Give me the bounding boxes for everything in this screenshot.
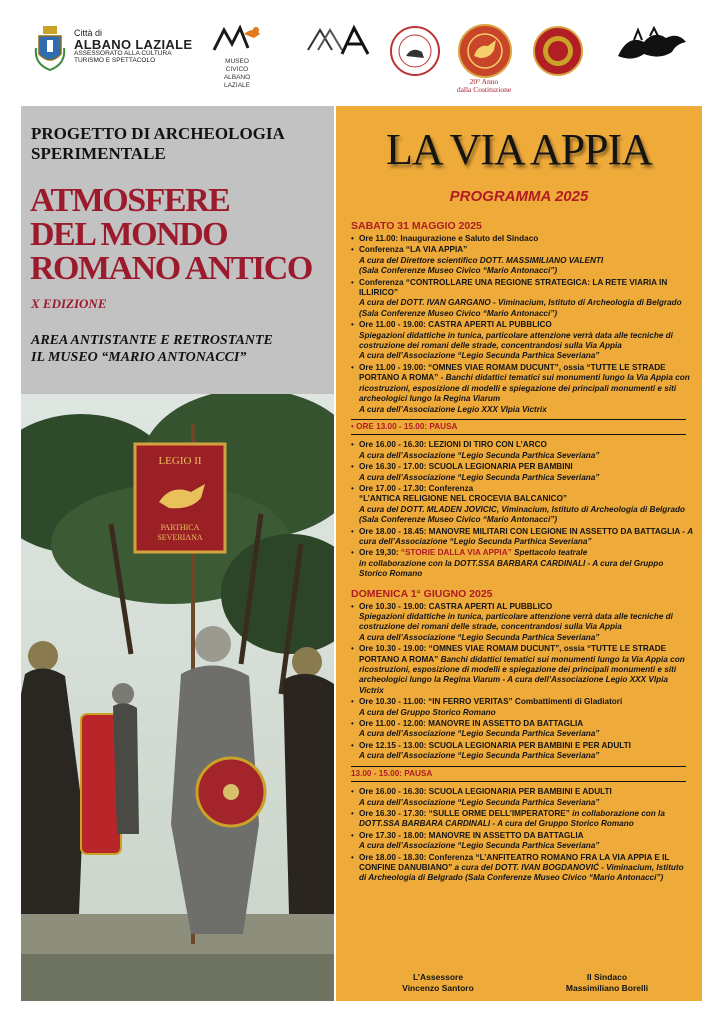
item-credit: in collaborazione con la DOTT.SSA BARBARA CARDINALI - A cura del Gruppo Storico Romano (359, 808, 665, 829)
list-item (351, 719, 693, 740)
main-title-line2: DEL MONDO (30, 216, 228, 253)
list-item (351, 320, 693, 362)
item-credit: A cura del Direttore scientifico DOTT. MASSIMILIANO VALENTI (359, 255, 604, 265)
item-title: Ore 18.00 - 18.45: MANOVRE MILITARI CON LEGIONE IN ASSETTO DA BATTAGLIA - (359, 526, 688, 536)
anniversary-text (448, 78, 520, 94)
legio-parthica-logo-icon (458, 24, 512, 78)
pause-bar (351, 766, 686, 782)
right-panel (336, 106, 702, 1001)
list-item (351, 363, 693, 415)
item-title: “STORIE DALLA VIA APPIA” (400, 548, 512, 558)
item-title: Ore 16.30 - 17.30: “SULLE ORME DELL’IMPERATORE” (359, 808, 573, 818)
museo-civico-icon (210, 24, 264, 56)
item-title: • Ore 16.30 - 17.00: SCUOLA LEGIONARIA PER BAMBINI (359, 462, 573, 472)
edition-label: X EDIZIONE (31, 296, 107, 311)
item-subtitle: “L’ANTICA RELIGIONE NEL CROCEVIA BALCANICO” (359, 494, 568, 504)
item-title: • Conferenza “LA VIA APPIA” (359, 245, 468, 255)
item-description: Banchi didattici tematici sui monumenti lungo la Via Appia con ricostruzioni, esposizione di modelli e spiegazione dei principali monumenti e siti archeologici lungo la Regina Viarum - A cura dell’Associazione Legio XXX Vlpia Victrix (359, 654, 685, 695)
list-item (351, 440, 693, 461)
item-title: Ore 11.00 - 19.00: “OMNES VIAE ROMAM DUCUNT”, ossia “TUTTE LE STRADE PORTANO A ROMA” - (359, 362, 666, 383)
banner-line3: SEVERIANA (157, 533, 203, 542)
item-text: Ore 11.00: Inaugurazione e Saluto del Sindaco (359, 234, 539, 243)
legionaries-photo (21, 394, 334, 1001)
museo-line1: MUSEO (225, 58, 249, 65)
day1-title: SABATO 31 MAGGIO 2025 (351, 220, 482, 232)
item-credit: A cura dell’Associazione “Legio Secunda Parthica Severiana” (359, 526, 693, 546)
sindaco-name: Massimiliano Borelli (565, 983, 649, 993)
pause-bar (351, 419, 686, 435)
list-item (351, 787, 693, 808)
item-description: Spiegazioni didattiche in tunica, particolare attenzione verrà data alle tecniche di costruzione dei romani delle strade, concentrandosi sulla Via Appia (359, 330, 673, 351)
main-title-line1: ATMOSFERE (30, 182, 230, 219)
left-panel (21, 106, 334, 1001)
list-item (351, 245, 693, 276)
main-title (30, 184, 334, 286)
item-credit: A cura dell’Associazione “Legio Secunda Parthica Severiana” (359, 472, 600, 482)
item-description: Banchi didattici tematici sui monumenti lungo la Via Appia con ricostruzioni, esposizione di modelli e spiegazione dei principali monumenti e siti archeologici lungo la Regina Viarum (359, 373, 690, 404)
banner-line1: LEGIO II (158, 455, 202, 467)
item-credit: A cura dell’Associazione Legio XXX Vlpia Victrix (359, 404, 547, 414)
program-subtitle: PROGRAMMA 2025 (449, 188, 589, 205)
albano-crest-icon (34, 24, 66, 72)
albano-name: ALBANO LAZIALE (74, 37, 193, 52)
list-item (351, 741, 693, 762)
item-credit: A cura dell’Associazione “Legio Secunda Parthica Severiana” (359, 797, 600, 807)
item-title: • Ore 17.30 - 18.00: MANOVRE IN ASSETTO DA BATTAGLIA (359, 830, 584, 840)
location-line1: AREA ANTISTANTE E RETROSTANTE (31, 333, 273, 348)
albano-assessorato: ASSESSORATO ALLA CULTURA (74, 50, 172, 57)
item-credit: A cura del Gruppo Storico Romano (359, 707, 496, 717)
banner-line2: PARTHICA (160, 523, 200, 532)
pause-label: 13.00 - 15.00: PAUSA (351, 768, 433, 778)
item-credit: A cura dell’Associazione “Legio Secunda Parthica Severiana” (359, 351, 600, 361)
item-credit: A cura del DOTT. MLADEN JOVICIC, Viminacium, Istituto di Archeologia di Belgrado (Sala Conferenze Museo Civico “Mario Antonacci”) (359, 504, 686, 525)
list-item (351, 484, 693, 526)
assessore-signature (378, 972, 498, 994)
item-title: • Ore 16.00 - 16.30: LEZIONI DI TIRO CON L’ARCO (359, 440, 547, 450)
item-title: • Ore 10.30 - 11.00: “IN FERRO VERITAS” Combattimenti di Gladiatori (359, 697, 623, 707)
archeologia-circle-logo-icon (390, 26, 440, 76)
via-appia-title: LA VIA APPIA (386, 125, 652, 174)
assessore-role: L’Assessore (412, 972, 464, 982)
logo-bar (0, 0, 717, 104)
albano-turismo: TURISMO E SPETTACOLO (74, 57, 156, 64)
list-item (351, 644, 693, 696)
list-item (351, 527, 693, 548)
list-item (351, 602, 693, 644)
albano-citta: Città di (74, 28, 103, 38)
item-credit: a cura del DOTT. IVAN BOGDANOVIĆ - Viminacium, Istituto di Archeologia di Belgrado (Sala Conferenze Museo Civico “Mario Antonacci”) (359, 862, 684, 883)
item-credit: A cura dell’Associazione “Legio Secunda Parthica Severiana” (359, 729, 600, 739)
sindaco-signature (542, 972, 672, 994)
anniversary-line1: 20° Anno (469, 77, 499, 86)
item-title: • Conferenza “CONTROLLARE UNA REGIONE STRATEGICA: LA RETE VIARIA IN ILLIRICO” (359, 277, 668, 298)
list-item (351, 548, 693, 579)
item-credit: in collaborazione con la DOTT.SSA BARBARA CARDINALI - A cura del Gruppo Storico Romano (359, 558, 664, 579)
item-title: • Ore 11.00 - 12.00: MANOVRE IN ASSETTO DA BATTAGLIA (359, 719, 584, 729)
day2-title: DOMENICA 1° GIUGNO 2025 (351, 587, 493, 600)
project-title: PROGETTO DI ARCHEOLOGIA SPERIMENTALE (31, 124, 284, 163)
item-title: Ore 10.30 - 19.00: “OMNES VIAE ROMAM DUCUNT”, ossia “TUTTE LE STRADE PORTANO A ROMA” (359, 644, 667, 664)
assessore-name: Vincenzo Santoro (402, 983, 474, 993)
albano-logo-text (74, 28, 192, 64)
item-credit: A cura dell’Associazione “Legio Secunda Parthica Severiana” (359, 751, 600, 761)
item-venue: (Sala Conferenze Museo Civico “Mario Antonacci”) (359, 266, 558, 276)
museo-line3: ALBANO (223, 74, 251, 81)
pause-label: • ORE 13.00 - 15.00: PAUSA (351, 421, 458, 431)
item-title: Ore 18.00 - 18.30: Conferenza “L’ANFITEATRO ROMANO FRA LA VIA APPIA E IL CONFINE DANUBIANO” (359, 852, 670, 872)
item-title: • Ore 16.00 - 16.30: SCUOLA LEGIONARIA PER BAMBINI E ADULTI (359, 787, 612, 797)
location-text (31, 332, 331, 366)
list-item (351, 853, 693, 884)
list-item (351, 809, 693, 830)
list-item (351, 831, 693, 852)
item-title: • Ore 12.15 - 13.00: SCUOLA LEGIONARIA PER BAMBINI E PER ADULTI (359, 740, 631, 750)
list-item (351, 697, 693, 718)
item-credit: A cura del DOTT. IVAN GARGANO - Viminacium, Istituto di Archeologia di Belgrado (Sala Conferenze Museo Civico “Mario Antonacci”) (359, 298, 682, 318)
location-line2: IL MUSEO “MARIO ANTONACCI” (31, 350, 247, 365)
item-credit: A cura dell’Associazione “Legio Secunda Parthica Severiana” (359, 450, 600, 460)
list-item (351, 278, 693, 320)
dragon-logo-icon (614, 26, 690, 74)
list-item (351, 234, 693, 244)
museo-line4: LAZIALE (223, 82, 250, 89)
item-credit: A cura dell’Associazione “Legio Secunda Parthica Severiana” (359, 841, 600, 851)
museo-civico-logo (205, 24, 269, 90)
sindaco-role: Il Sindaco (586, 972, 628, 982)
item-description: Spiegazioni didattiche in tunica, particolare attenzione verrà data alle tecniche di costruzione dei romani delle strade, concentrandosi sulla Via Appia (359, 612, 673, 632)
gruppo-storico-logo-icon (533, 26, 583, 76)
program-list (351, 220, 693, 885)
item-credit: A cura dell’Associazione “Legio Secunda Parthica Severiana” (359, 632, 600, 642)
museo-line2: CIVICO (225, 66, 249, 73)
association-a-logo-icon (306, 24, 372, 58)
item-title: • Ore 10.30 - 19.00: CASTRA APERTI AL PUBBLICO (359, 601, 553, 611)
list-item (351, 462, 693, 483)
item-time: Ore 19,30: (359, 548, 401, 558)
anniversary-line2: dalla Costituzione (456, 85, 512, 94)
item-title: • Ore 17.00 - 17.30: Conferenza (359, 483, 474, 493)
item-type: Spettacolo teatrale (511, 548, 588, 558)
item-title: • Ore 11.00 - 19.00: CASTRA APERTI AL PUBBLICO (359, 320, 552, 330)
main-title-line3: ROMANO ANTICO (30, 250, 312, 287)
